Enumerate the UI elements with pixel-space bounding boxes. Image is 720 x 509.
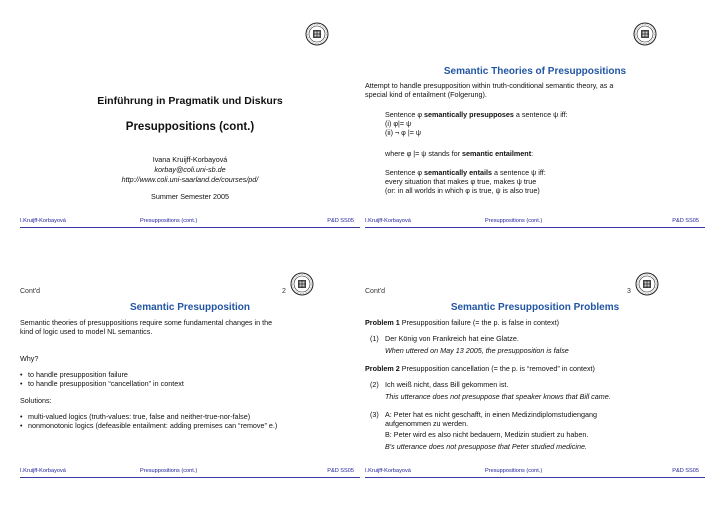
condition-1: (i) φ|= ψ: [385, 119, 412, 128]
slide-presupposition-problems: [365, 272, 705, 497]
footer-course: P&D SS05: [327, 218, 354, 224]
footer-rule: [365, 477, 705, 478]
cont-label: Cont'd: [365, 288, 386, 295]
def2-term: semantically entails: [424, 168, 492, 177]
footer-author: I.Kruijff-Korbayová: [365, 218, 411, 224]
footer-course: P&D SS05: [672, 468, 699, 474]
example-1-number: (1): [370, 334, 379, 343]
problem-2: [365, 364, 595, 374]
footer-author: I.Kruijff-Korbayová: [365, 468, 411, 474]
author-email: korbay@coli.uni-sb.de: [154, 165, 226, 174]
def1-pre: Sentence φ: [385, 110, 425, 119]
university-seal-icon: [290, 272, 314, 296]
slide-footer: [365, 218, 705, 228]
cont-label: Cont'd: [20, 288, 41, 295]
slide-semantic-theories: [365, 22, 705, 247]
university-seal-icon: [633, 22, 657, 46]
entailment-note: [385, 149, 533, 159]
intro-line-2: special kind of entailment (Folgerung).: [365, 90, 487, 99]
example-2-text: Ich weiß nicht, dass Bill gekommen ist.: [385, 380, 509, 389]
slide-footer: [365, 468, 705, 478]
example-3-number: (3): [370, 410, 379, 419]
page-number: 3: [627, 288, 631, 295]
example-2-note: This utterance does not presuppose that speaker knows that Bill came.: [385, 392, 611, 401]
footer-rule: [20, 227, 360, 228]
example-1-note: When uttered on May 13 2005, the presupposition is false: [385, 346, 569, 355]
example-1-text: Der König von Frankreich hat eine Glatze.: [385, 334, 519, 343]
footer-course: P&D SS05: [672, 218, 699, 224]
slide-semantic-presupposition: [20, 272, 360, 497]
footer-author: I.Kruijff-Korbayová: [20, 218, 66, 224]
slide-footer: [20, 468, 360, 478]
example-2-number: (2): [370, 380, 379, 389]
slide-title-text: Semantic Presupposition Problems: [450, 302, 620, 313]
bullet-presupposition-failure: • to handle presupposition failure: [28, 370, 128, 379]
condition-2: (ii) ¬ φ |= ψ: [385, 128, 422, 137]
university-seal-icon: [305, 22, 329, 46]
problem-1-text: Presupposition failure (= the p. is false in context): [399, 318, 559, 327]
footer-topic: Presuppositions (cont.): [140, 218, 198, 224]
bullet-cancellation: • to handle presupposition “cancellation” in context: [28, 379, 184, 388]
footer-topic: Presuppositions (cont.): [140, 468, 198, 474]
semester: Summer Semester 2005: [151, 192, 229, 201]
presupposes-definition: [385, 110, 568, 120]
footer-topic: Presuppositions (cont.): [485, 218, 543, 224]
footer-course: P&D SS05: [327, 468, 354, 474]
why-label: Why?: [20, 354, 39, 363]
paragraph-line-1: Semantic theories of presuppositions require some fundamental changes in the: [20, 318, 273, 327]
slide-title: [20, 22, 360, 247]
slide-footer: [20, 218, 360, 228]
intro-line-1: Attempt to handle presupposition within truth-conditional semantic theory, as a: [365, 81, 614, 90]
example-3-b: B: Peter wird es also nicht bedauern, Medizin studiert zu haben.: [385, 430, 589, 439]
problem-2-text: Presupposition cancellation (= the p. is “removed” in context): [399, 364, 595, 373]
author-name: Ivana Kruijff-Korbayová: [152, 155, 228, 164]
slide-title-text: Semantic Theories of Presuppositions: [443, 66, 627, 77]
footer-rule: [365, 227, 705, 228]
bullet-nonmonotonic-logics: • nonmonotonic logics (defeasible entailment: adding premises can “remove” e.): [28, 421, 277, 430]
bullet-multivalued-logics: • multi-valued logics (truth-values: true, false and neither-true-nor-false): [28, 412, 250, 421]
solutions-label: Solutions:: [20, 396, 52, 405]
problem-1: [365, 318, 559, 328]
where-pre: where φ |= ψ stands for: [385, 149, 462, 158]
def1-term: semantically presupposes: [424, 110, 514, 119]
paragraph-line-2: kind of logic used to model NL semantics.: [20, 327, 153, 336]
slide-title-text: Semantic Presupposition: [129, 302, 251, 313]
problem-1-label: Problem 1: [365, 318, 400, 327]
university-seal-icon: [635, 272, 659, 296]
example-3-note: B's utterance does not presuppose that Peter studied medicine.: [385, 442, 587, 451]
footer-rule: [20, 477, 360, 478]
course-url: http://www.coli.uni-saarland.de/courses/pd/: [121, 175, 259, 184]
def2-pre: Sentence φ: [385, 168, 425, 177]
page-number: 2: [282, 288, 286, 295]
def2-post: a sentence ψ iff:: [491, 168, 546, 177]
entails-condition-2: (or: in all worlds in which φ is true, ψ is also true): [385, 186, 540, 195]
entails-condition-1: every situation that makes φ true, makes ψ true: [385, 177, 537, 186]
footer-topic: Presuppositions (cont.): [485, 468, 543, 474]
problem-2-label: Problem 2: [365, 364, 400, 373]
where-term: semantic entailment: [461, 149, 532, 158]
talk-title: Presuppositions (cont.): [125, 121, 255, 133]
footer-author: I.Kruijff-Korbayová: [20, 468, 66, 474]
example-3-a-line-1: A: Peter hat es nicht geschafft, in einen Medizindiplomstudiengang: [385, 410, 598, 419]
example-3-a-line-2: aufgenommen zu werden.: [385, 419, 469, 428]
course-title: Einführung in Pragmatik und Diskurs: [97, 95, 283, 107]
def1-post: a sentence ψ iff:: [513, 110, 568, 119]
where-post: :: [531, 149, 534, 158]
